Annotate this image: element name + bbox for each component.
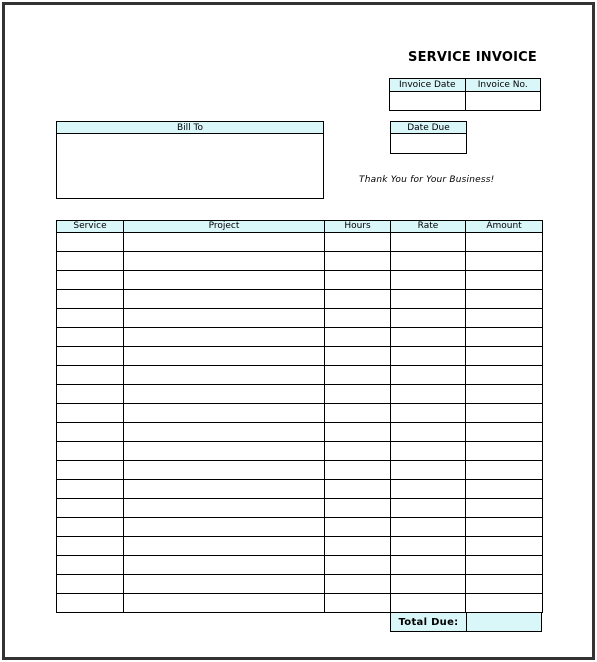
cell-project[interactable] bbox=[124, 385, 325, 404]
cell-service[interactable] bbox=[57, 594, 124, 613]
table-row bbox=[57, 385, 543, 404]
cell-rate[interactable] bbox=[391, 480, 466, 499]
cell-hours[interactable] bbox=[325, 347, 391, 366]
cell-hours[interactable] bbox=[325, 233, 391, 252]
cell-project[interactable] bbox=[124, 537, 325, 556]
cell-hours[interactable] bbox=[325, 442, 391, 461]
cell-hours[interactable] bbox=[325, 366, 391, 385]
cell-service[interactable] bbox=[57, 385, 124, 404]
cell-amount[interactable] bbox=[466, 366, 543, 385]
cell-hours[interactable] bbox=[325, 594, 391, 613]
cell-service[interactable] bbox=[57, 290, 124, 309]
cell-amount[interactable] bbox=[466, 290, 543, 309]
total-due-box bbox=[390, 612, 542, 632]
cell-amount[interactable] bbox=[466, 385, 543, 404]
column-header-rate: Rate bbox=[391, 221, 466, 233]
thank-you-message: Thank You for Your Business! bbox=[359, 175, 495, 185]
cell-amount[interactable] bbox=[466, 423, 543, 442]
cell-hours[interactable] bbox=[325, 423, 391, 442]
invoice-no-field[interactable] bbox=[465, 92, 541, 111]
cell-amount[interactable] bbox=[466, 499, 543, 518]
cell-project[interactable] bbox=[124, 290, 325, 309]
cell-amount[interactable] bbox=[466, 461, 543, 480]
cell-rate[interactable] bbox=[391, 442, 466, 461]
cell-service[interactable] bbox=[57, 347, 124, 366]
cell-amount[interactable] bbox=[466, 537, 543, 556]
cell-service[interactable] bbox=[57, 423, 124, 442]
cell-hours[interactable] bbox=[325, 252, 391, 271]
cell-rate[interactable] bbox=[391, 518, 466, 537]
cell-amount[interactable] bbox=[466, 271, 543, 290]
cell-service[interactable] bbox=[57, 328, 124, 347]
cell-service[interactable] bbox=[57, 518, 124, 537]
cell-rate[interactable] bbox=[391, 385, 466, 404]
cell-service[interactable] bbox=[57, 271, 124, 290]
table-row bbox=[57, 556, 543, 575]
table-row bbox=[57, 537, 543, 556]
cell-rate[interactable] bbox=[391, 252, 466, 271]
bill-to-box bbox=[56, 121, 324, 199]
cell-project[interactable] bbox=[124, 404, 325, 423]
cell-hours[interactable] bbox=[325, 537, 391, 556]
cell-project[interactable] bbox=[124, 233, 325, 252]
cell-hours[interactable] bbox=[325, 480, 391, 499]
cell-hours[interactable] bbox=[325, 404, 391, 423]
table-row bbox=[57, 461, 543, 480]
cell-project[interactable] bbox=[124, 309, 325, 328]
cell-service[interactable] bbox=[57, 309, 124, 328]
date-due-label: Date Due bbox=[391, 122, 466, 134]
cell-project[interactable] bbox=[124, 480, 325, 499]
cell-service[interactable] bbox=[57, 404, 124, 423]
cell-hours[interactable] bbox=[325, 328, 391, 347]
cell-rate[interactable] bbox=[391, 309, 466, 328]
cell-project[interactable] bbox=[124, 252, 325, 271]
table-row bbox=[57, 575, 543, 594]
line-items-header-row bbox=[57, 221, 543, 233]
table-row bbox=[57, 499, 543, 518]
cell-hours[interactable] bbox=[325, 518, 391, 537]
table-row bbox=[57, 480, 543, 499]
column-header-project: Project bbox=[124, 221, 325, 233]
cell-rate[interactable] bbox=[391, 575, 466, 594]
table-row bbox=[57, 328, 543, 347]
column-header-hours: Hours bbox=[325, 221, 391, 233]
cell-amount[interactable] bbox=[466, 518, 543, 537]
invoice-date-label: Invoice Date bbox=[390, 79, 466, 92]
cell-amount[interactable] bbox=[466, 328, 543, 347]
line-items-table bbox=[56, 220, 543, 613]
cell-rate[interactable] bbox=[391, 233, 466, 252]
cell-service[interactable] bbox=[57, 480, 124, 499]
cell-service[interactable] bbox=[57, 575, 124, 594]
bill-to-field[interactable] bbox=[57, 134, 323, 198]
total-due-label: Total Due: bbox=[391, 613, 467, 631]
cell-amount[interactable] bbox=[466, 594, 543, 613]
cell-project[interactable] bbox=[124, 518, 325, 537]
cell-rate[interactable] bbox=[391, 537, 466, 556]
cell-hours[interactable] bbox=[325, 499, 391, 518]
cell-service[interactable] bbox=[57, 537, 124, 556]
cell-rate[interactable] bbox=[391, 594, 466, 613]
date-due-field[interactable] bbox=[391, 134, 466, 153]
cell-service[interactable] bbox=[57, 556, 124, 575]
cell-amount[interactable] bbox=[466, 480, 543, 499]
cell-hours[interactable] bbox=[325, 556, 391, 575]
cell-amount[interactable] bbox=[466, 347, 543, 366]
cell-hours[interactable] bbox=[325, 309, 391, 328]
cell-service[interactable] bbox=[57, 252, 124, 271]
total-due-value[interactable] bbox=[467, 613, 541, 631]
cell-service[interactable] bbox=[57, 366, 124, 385]
cell-amount[interactable] bbox=[466, 575, 543, 594]
cell-service[interactable] bbox=[57, 233, 124, 252]
cell-project[interactable] bbox=[124, 575, 325, 594]
line-items-body bbox=[57, 233, 543, 613]
bill-to-label: Bill To bbox=[57, 122, 323, 134]
cell-project[interactable] bbox=[124, 556, 325, 575]
cell-rate[interactable] bbox=[391, 271, 466, 290]
invoice-date-field[interactable] bbox=[390, 92, 466, 111]
cell-rate[interactable] bbox=[391, 366, 466, 385]
cell-hours[interactable] bbox=[325, 271, 391, 290]
cell-project[interactable] bbox=[124, 442, 325, 461]
table-row bbox=[57, 309, 543, 328]
cell-project[interactable] bbox=[124, 499, 325, 518]
cell-amount[interactable] bbox=[466, 404, 543, 423]
cell-hours[interactable] bbox=[325, 575, 391, 594]
table-row bbox=[57, 366, 543, 385]
invoice-no-label: Invoice No. bbox=[465, 79, 541, 92]
cell-rate[interactable] bbox=[391, 347, 466, 366]
cell-amount[interactable] bbox=[466, 233, 543, 252]
cell-project[interactable] bbox=[124, 271, 325, 290]
cell-project[interactable] bbox=[124, 423, 325, 442]
cell-project[interactable] bbox=[124, 594, 325, 613]
cell-hours[interactable] bbox=[325, 290, 391, 309]
cell-rate[interactable] bbox=[391, 556, 466, 575]
cell-project[interactable] bbox=[124, 366, 325, 385]
table-row bbox=[57, 271, 543, 290]
cell-service[interactable] bbox=[57, 499, 124, 518]
cell-rate[interactable] bbox=[391, 290, 466, 309]
invoice-page bbox=[2, 2, 595, 660]
cell-rate[interactable] bbox=[391, 423, 466, 442]
cell-project[interactable] bbox=[124, 461, 325, 480]
cell-amount[interactable] bbox=[466, 556, 543, 575]
cell-amount[interactable] bbox=[466, 309, 543, 328]
cell-service[interactable] bbox=[57, 442, 124, 461]
cell-hours[interactable] bbox=[325, 385, 391, 404]
cell-rate[interactable] bbox=[391, 404, 466, 423]
cell-amount[interactable] bbox=[466, 252, 543, 271]
cell-project[interactable] bbox=[124, 347, 325, 366]
table-row bbox=[57, 347, 543, 366]
invoice-title: SERVICE INVOICE bbox=[408, 50, 537, 65]
date-due-box bbox=[390, 121, 467, 154]
table-row bbox=[57, 518, 543, 537]
table-row bbox=[57, 594, 543, 613]
cell-rate[interactable] bbox=[391, 461, 466, 480]
cell-amount[interactable] bbox=[466, 442, 543, 461]
cell-rate[interactable] bbox=[391, 328, 466, 347]
table-row bbox=[57, 423, 543, 442]
cell-project[interactable] bbox=[124, 328, 325, 347]
column-header-service: Service bbox=[57, 221, 124, 233]
cell-hours[interactable] bbox=[325, 461, 391, 480]
column-header-amount: Amount bbox=[466, 221, 543, 233]
invoice-meta-table bbox=[389, 78, 541, 111]
table-row bbox=[57, 252, 543, 271]
table-row bbox=[57, 233, 543, 252]
cell-rate[interactable] bbox=[391, 499, 466, 518]
cell-service[interactable] bbox=[57, 461, 124, 480]
table-row bbox=[57, 442, 543, 461]
table-row bbox=[57, 290, 543, 309]
table-row bbox=[57, 404, 543, 423]
